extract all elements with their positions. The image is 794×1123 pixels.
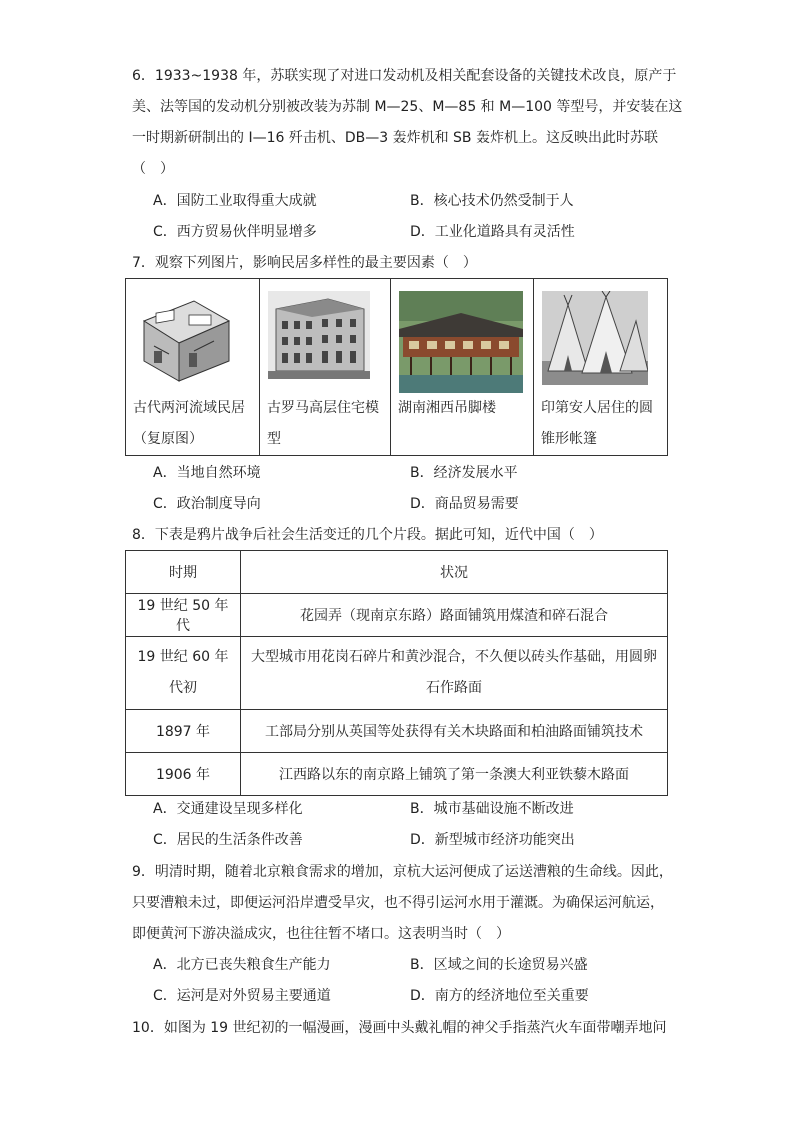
q7-option-a[interactable]: A．当地自然环境 [153, 465, 261, 481]
q7-option-d[interactable]: D．商品贸易需要 [410, 496, 519, 512]
q9-line-1: 9．明清时期，随着北京粮食需求的增加，京杭大运河便成了运送漕粮的生命线。因此， [132, 864, 673, 880]
q9-option-c[interactable]: C．运河是对外贸易主要通道 [153, 988, 331, 1004]
q7-caption-3: 湖南湘西吊脚楼 [398, 400, 496, 416]
table-row [126, 710, 668, 753]
table-cell-period: 19 世纪 60 年代初 [126, 637, 241, 710]
q7-caption-4: 印第安人居住的圆锥形帐篷 [541, 400, 653, 447]
q8-stem: 8．下表是鸦片战争后社会生活变迁的几个片段。据此可知，近代中国（ ） [132, 527, 603, 543]
q9-option-b[interactable]: B．区域之间的长途贸易兴盛 [410, 957, 588, 973]
q9-line-3: 即便黄河下游决溢成灾，也往往暂不堵口。这表明当时（ ） [132, 926, 510, 942]
q8-option-d[interactable]: D．新型城市经济功能突出 [410, 832, 575, 848]
q7-caption-2: 古罗马高层住宅模型 [267, 400, 379, 447]
table-header-row [126, 551, 668, 594]
table-row [126, 594, 668, 637]
q7-caption-1: 古代两河流域民居（复原图） [133, 400, 245, 447]
q6-line-1: 6．1933~1938 年，苏联实现了对进口发动机及相关配套设备的关键技术改良，原产于 [132, 68, 677, 84]
q8-option-a[interactable]: A．交通建设呈现多样化 [153, 801, 303, 817]
table-header-status: 状况 [241, 551, 668, 594]
roman-insula-model-icon [268, 291, 370, 379]
tipi-tents-icon [542, 291, 648, 385]
q7-stem: 7．观察下列图片，影响民居多样性的最主要因素（ ） [132, 255, 477, 271]
table-cell-period: 1897 年 [126, 710, 241, 753]
stilt-house-photo-icon [399, 291, 523, 393]
table-cell-status: 大型城市用花岗石碎片和黄沙混合，不久便以砖头作基础，用圆卵石作路面 [241, 637, 668, 710]
q6-option-a[interactable]: A．国防工业取得重大成就 [153, 193, 317, 209]
q8-option-c[interactable]: C．居民的生活条件改善 [153, 832, 303, 848]
q6-line-4: （ ） [132, 161, 174, 177]
table-cell-status: 花园弄（现南京东路）路面铺筑用煤渣和碎石混合 [241, 594, 668, 637]
table-cell-period: 1906 年 [126, 753, 241, 796]
q7-image-cell-1 [126, 279, 260, 455]
q8-option-b[interactable]: B．城市基础设施不断改进 [410, 801, 574, 817]
table-header-period: 时期 [126, 551, 241, 594]
q10-line-1: 10．如图为 19 世纪初的一幅漫画，漫画中头戴礼帽的神父手指蒸汽火车面带嘲弄地问 [132, 1020, 667, 1036]
q9-option-a[interactable]: A．北方已丧失粮食生产能力 [153, 957, 331, 973]
table-cell-status: 江西路以东的南京路上铺筑了第一条澳大利亚铁藜木路面 [241, 753, 668, 796]
q7-option-c[interactable]: C．政治制度导向 [153, 496, 261, 512]
q6-option-c[interactable]: C．西方贸易伙伴明显增多 [153, 224, 317, 240]
q6-option-d[interactable]: D．工业化道路具有灵活性 [410, 224, 575, 240]
q6-line-2: 美、法等国的发动机分别被改装为苏制 M—25、M—85 和 M—100 等型号，并安装在这 [132, 99, 683, 115]
q8-table [125, 550, 668, 796]
q9-option-d[interactable]: D．南方的经济地位至关重要 [410, 988, 589, 1004]
q7-image-cell-4 [534, 279, 667, 455]
table-cell-period: 19 世纪 50 年代 [126, 594, 241, 637]
table-row [126, 637, 668, 710]
q7-image-grid [125, 278, 668, 456]
q7-image-cell-3 [391, 279, 534, 455]
table-row [126, 753, 668, 796]
q7-option-b[interactable]: B．经济发展水平 [410, 465, 518, 481]
q9-line-2: 只要漕粮未过，即便运河沿岸遭受旱灾，也不得引运河水用于灌溉。为确保运河航运， [132, 895, 664, 911]
q6-line-3: 一时期新研制出的 I—16 歼击机、DB—3 轰炸机和 SB 轰炸机上。这反映出此时苏联 [132, 130, 658, 146]
q7-image-cell-2 [260, 279, 391, 455]
mesopotamian-house-sketch-icon [134, 291, 234, 391]
q6-option-b[interactable]: B．核心技术仍然受制于人 [410, 193, 574, 209]
table-cell-status: 工部局分别从英国等处获得有关木块路面和柏油路面铺筑技术 [241, 710, 668, 753]
